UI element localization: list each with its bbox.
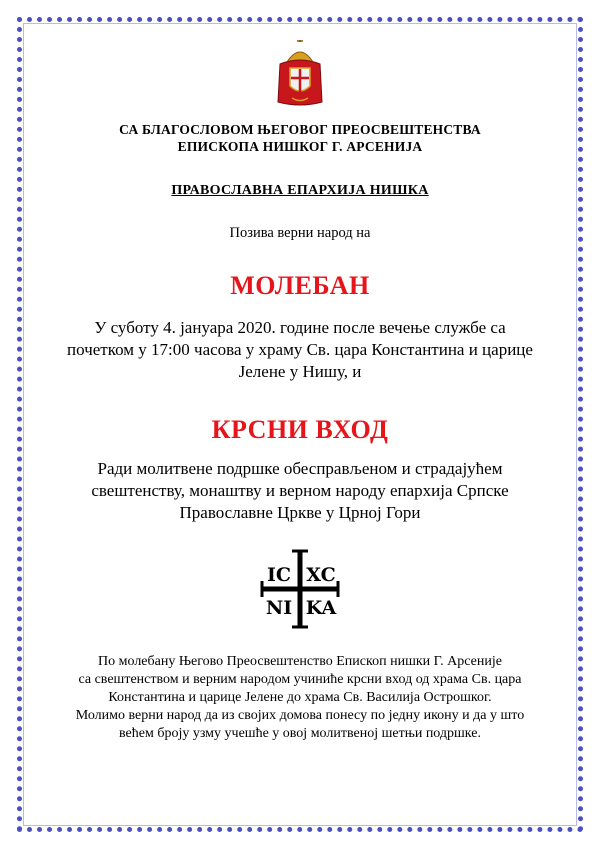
closing-line: већем броју узму учешће у овој молитвеној шетњи подршке.: [119, 726, 481, 741]
blessing-heading: [40, 121, 560, 155]
procession-reason: [40, 458, 560, 524]
details-line: У суботу 4. јануара 2020. године после вечење службе са: [94, 318, 506, 337]
closing-line: Молимо верни народ да из својих домова понесу по једну икону и да у што: [75, 708, 525, 723]
symbol-letters-ka: KA: [305, 597, 337, 619]
symbol-letters-ic: IC: [266, 564, 292, 586]
closing-line: Константина и царице Јелене до храма Св. Василија Острошког.: [108, 690, 492, 705]
reason-line: Ради молитвене подршке обесправљеном и страдајућем: [97, 459, 503, 478]
eparchy-title: ПРАВОСЛАВНА ЕПАРХИЈА НИШКА: [171, 183, 429, 198]
details-line: Јелене у Нишу, и: [238, 362, 362, 381]
closing-line: По молебану Његово Преосвештенство Епископ нишки Г. Арсеније: [98, 654, 502, 669]
symbol-letters-xc: XC: [306, 564, 336, 586]
reason-line: Православне Цркве у Црној Гори: [179, 503, 421, 522]
closing-line: са свештенством и верним народом учиниће крсни вход од храма Св. цара: [78, 672, 522, 687]
details-line: почетком у 17:00 часова у храму Св. цара Константина и царице: [67, 340, 533, 359]
moleban-details: [40, 317, 560, 383]
ic-xc-nika-cross-icon: [259, 548, 341, 630]
blessing-line: ЕПИСКОПА НИШКОГ Г. АРСЕНИЈА: [177, 139, 423, 154]
invite-text: Позива верни народ на: [229, 225, 371, 241]
moleban-title: МОЛЕБАН: [230, 271, 370, 300]
symbol-letters-ni: NI: [265, 597, 293, 619]
eparchy-coat-of-arms: [275, 40, 325, 108]
blessing-line: СА БЛАГОСЛОВОМ ЊЕГОВОГ ПРЕОСВЕШТЕНСТВА: [119, 122, 481, 137]
procession-title: КРСНИ ВХОД: [211, 415, 389, 444]
closing-paragraph: [45, 653, 555, 743]
reason-line: свештенству, монаштву и верном народу епархија Српске: [91, 481, 509, 500]
